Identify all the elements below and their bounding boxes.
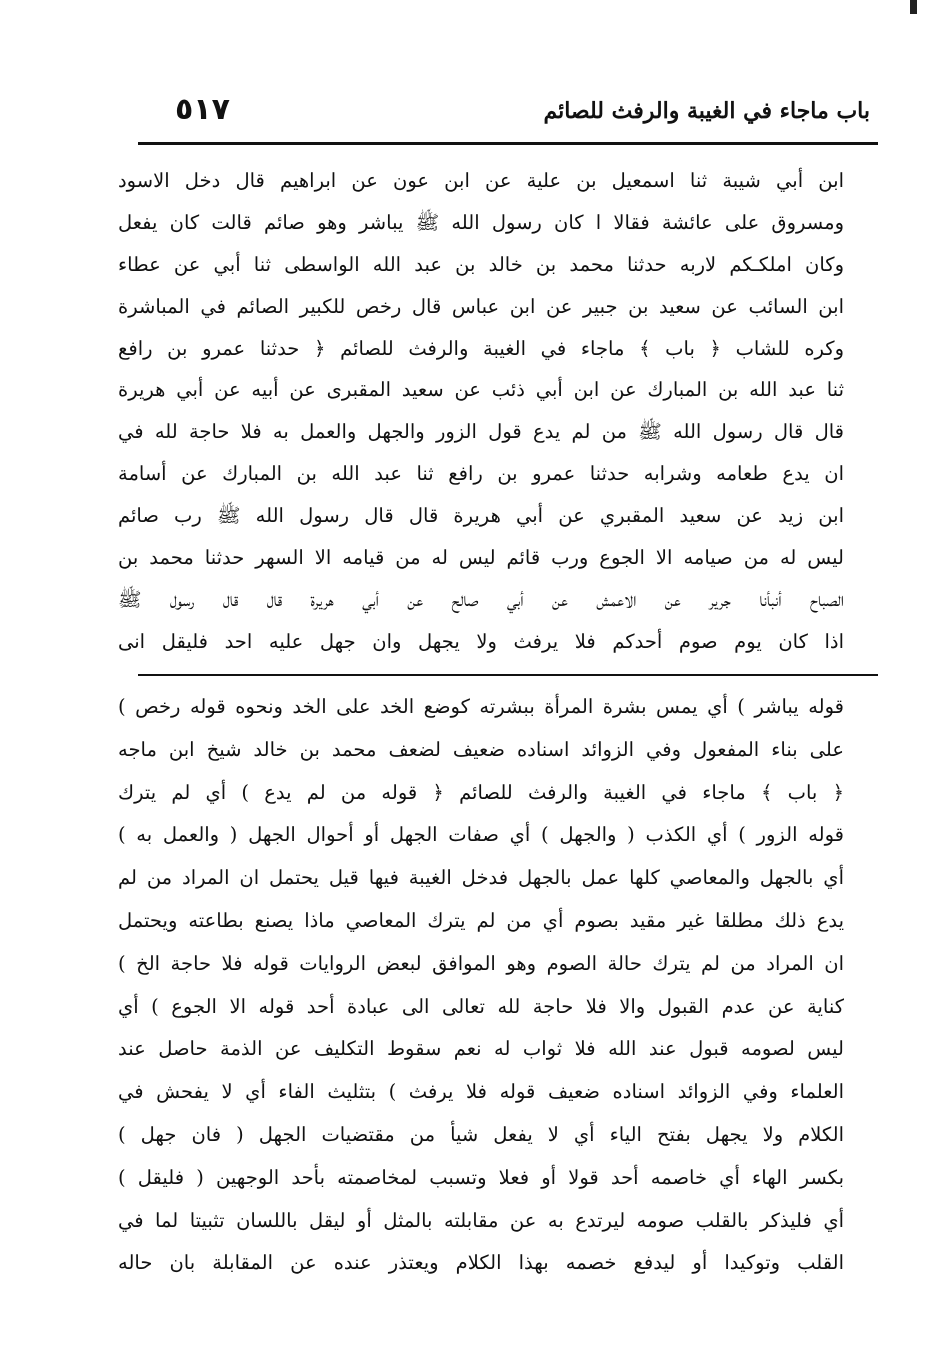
note-line: القلب وتوكيدا أو ليدفع خصمه بهذا الكلام ويعتذر عنده عن المقابلة بان حاله — [118, 1251, 844, 1275]
main-line: ليس له من صيامه الا الجوع ورب قائم ليس له من قيامه الا السهر حدثنا محمد بن — [118, 546, 844, 570]
page-header — [140, 92, 870, 138]
main-line: الصباح أنبأنا جرير عن الاعمش عن أبي صالح عن أبي هريرة قال قال رسول ﷺ — [118, 587, 844, 611]
page-number: ٥١٧ — [175, 92, 230, 127]
commentary-notes — [118, 686, 844, 1285]
main-line: ابن زيد عن سعيد المقبري عن أبي هريرة قال قال رسول الله ﷺ رب صائم — [118, 504, 844, 528]
running-title: باب ماجاء في الغيبة والرفث للصائم — [543, 98, 870, 124]
main-line: ابن السائب عن سعيد بن جبير عن ابن عباس قال رخص للكبير الصائم في المباشرة — [118, 294, 844, 318]
note-line: قوله يباشر ) أي يمس بشرة المرأة ببشرته كوضع الخد على الخد ونحوه قوله رخص ) — [118, 695, 844, 718]
main-line: ومسروق على عائشة فقالا ا كان رسول الله ﷺ يباشر وهو صائم قالت كان يفعل — [118, 210, 844, 234]
note-line: ليس لصومه قبول عند الله فلا ثواب له نعم سقوط التكليف عن الذمة حاصل عند — [118, 1037, 844, 1061]
note-line: ان المراد من لم يترك حالة الصوم وهو الموافق لبعض الروايات قوله فلا حاجة الخ ) — [118, 951, 844, 975]
main-line: ابن أبي شيبة ثنا اسمعيل بن علية عن ابن عون عن ابراهيم قال دخل الاسود — [118, 169, 844, 192]
main-line: ان يدع طعامه وشرابه حدثنا عمرو بن رافع ثنا عبد الله بن المبارك عن أسامة — [118, 462, 844, 486]
main-line: وكره للشاب ﴿ باب ﴾ ماجاء في الغيبة والرفث للصائم ﴿ حدثنا عمرو بن رافع — [118, 336, 844, 360]
footnote-separator — [138, 674, 878, 676]
note-line: بكسر الهاء أي خاصمه أحد قولا أو فعلا وتسبب لمخاصمته بأحد الوجهين ( فليقل ) — [118, 1165, 844, 1189]
note-line: كناية عن عدم القبول والا فلا حاجة لله تعالى الى عبادة أحد قوله الا الجوع ) أي — [118, 994, 844, 1018]
main-line: وكان املكـكم لاربه حدثنا محمد بن خالد بن عبد الله الواسطى ثنا أبي عن عطاء — [118, 252, 844, 276]
note-line: على بناء المفعول وفي الزوائد اسناده ضعيف لضعف محمد بن خالد شيخ ابن ماجه — [118, 737, 844, 761]
main-line: ثنا عبد الله بن المبارك عن ابن أبي ذئب عن سعيد المقبرى عن أبيه عن أبي هريرة — [118, 378, 844, 402]
note-line: الكلام ولا يجهل بفتح الياء أي لا يفعل شيأ من مقتضيات الجهل ( فان جهل ) — [118, 1122, 844, 1146]
header-rule — [138, 142, 878, 145]
main-line: اذا كان يوم صوم أحدكم فلا يرفث ولا يجهل وان جهل عليه احد فليقل انى — [118, 629, 844, 653]
main-text — [118, 160, 844, 663]
note-line: أي بالجهل والمعاصي كلها عمل بالجهل فدخل الغيبة فيها قيل يحتمل ان المراد من لم — [118, 866, 844, 890]
main-line: قال قال رسول الله ﷺ من لم يدع قول الزور والجهل والعمل به فلا حاجة لله في — [118, 420, 844, 444]
note-line: قوله الزور ) أي الكذب ( والجهل ) أي صفات الجهل أو أحوال الجهل ( والعمل به ) — [118, 823, 844, 847]
note-line: العلماء وفي الزوائد اسناده ضعيف قوله فلا يرفث ) بتثليث الفاء أي لا يفحش في — [118, 1080, 844, 1104]
note-line: أي فليذكر بالقلب صومه ليرتدع به عن مقابلته بالمثل أو ليقل باللسان تثبيتا لما في — [118, 1208, 844, 1232]
scan-corner-mark — [910, 0, 917, 14]
note-line: يدع ذلك مطلقا غير مقيد بصوم أي من لم يترك المعاصي ماذا يصنع بطاعته ويحتمل — [118, 908, 844, 932]
note-line: ﴿ باب ﴾ ماجاء في الغيبة والرفث للصائم ﴿ قوله من لم يدع ) أي لم يترك — [118, 780, 844, 804]
